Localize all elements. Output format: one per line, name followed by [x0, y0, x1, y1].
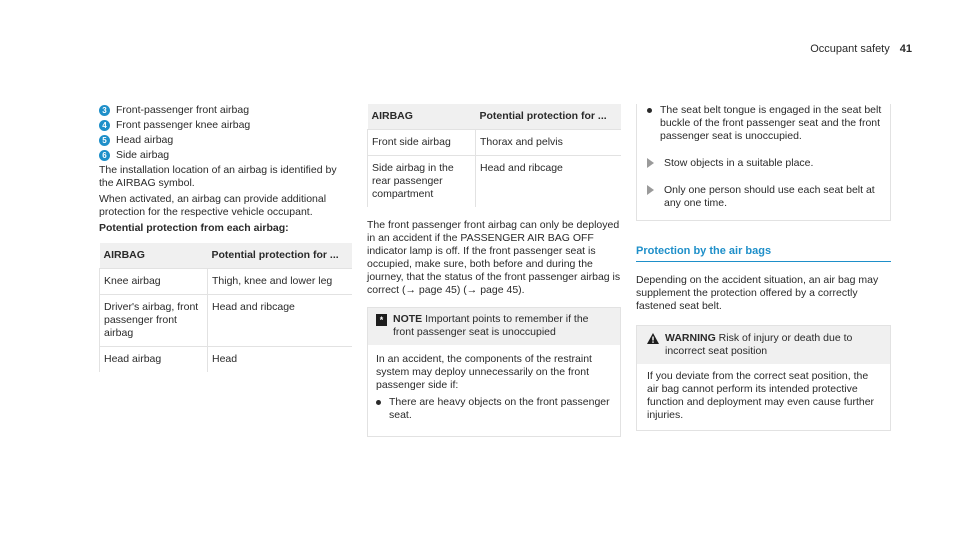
number-badge: 6: [99, 150, 110, 161]
numbered-item: [99, 134, 352, 147]
column-header: AIRBAG: [100, 243, 208, 269]
numbered-item: [99, 119, 352, 132]
column-header: AIRBAG: [368, 104, 476, 130]
numbered-item-text: Front passenger knee airbag: [116, 119, 251, 131]
column-2: [367, 104, 621, 437]
numbered-item-text: Head airbag: [116, 134, 174, 146]
paragraph: Depending on the accident situation, an air bag may supplement the protection offered by a correctly fastened seat belt.: [636, 274, 879, 312]
table-row: [100, 269, 353, 295]
section-title: Occupant safety: [810, 43, 890, 55]
table-cell: Driver's airbag, front passenger front airbag: [100, 295, 208, 347]
note-box: [367, 307, 621, 437]
bullet-item: [647, 104, 882, 143]
bullet-item: [376, 396, 612, 422]
arrow-right-icon: [647, 185, 654, 195]
table-header-row: [368, 104, 622, 130]
warning-icon: [647, 333, 659, 358]
numbered-item-text: Front-passenger front airbag: [116, 104, 250, 116]
table-cell: Thorax and pelvis: [476, 130, 622, 156]
step-text: Stow objects in a suitable place.: [664, 157, 814, 169]
table-cell: Knee airbag: [100, 269, 208, 295]
numbered-item: [99, 149, 352, 162]
number-badge: 4: [99, 120, 110, 131]
paragraph: The installation location of an airbag is identified by the AIRBAG symbol.: [99, 164, 337, 189]
table-cell: Thigh, knee and lower leg: [208, 269, 353, 295]
table-cell: Side airbag in the rear passenger compartment: [368, 156, 476, 208]
table-row: [100, 347, 353, 373]
table-row: [368, 156, 622, 208]
step-item: [647, 157, 882, 170]
page-header: [810, 43, 912, 56]
warning-box: [636, 325, 891, 431]
note-icon: *: [376, 314, 387, 326]
section-heading: Protection by the air bags: [636, 245, 891, 262]
page-number: 41: [899, 43, 912, 55]
warning-label: WARNING: [665, 332, 716, 344]
column-3: [636, 104, 891, 431]
bullet-dot-icon: [376, 400, 381, 405]
warning-body-text: If you deviate from the correct seat position, the air bag cannot perform its intended protective function and deployment may even cause further injuries.: [647, 370, 875, 421]
table-cell: Front side airbag: [368, 130, 476, 156]
subheading: Potential protection from each airbag:: [99, 222, 289, 234]
warning-title: Risk of injury or death due to incorrect seat position: [665, 332, 853, 357]
bullet-text: The seat belt tongue is engaged in the seat belt buckle of the front passenger seat and the front passenger seat is unoccupied.: [660, 104, 882, 142]
note-body: [368, 345, 620, 436]
numbered-item: [99, 104, 352, 117]
column-header: Potential protection for ...: [476, 104, 622, 130]
warning-header: [637, 326, 890, 364]
note-label: NOTE: [393, 313, 423, 325]
airbag-table: [99, 243, 352, 372]
step-text: Only one person should use each seat belt at any one time.: [664, 184, 875, 209]
bullet-dot-icon: [647, 108, 652, 113]
table-cell: Head: [208, 347, 353, 373]
numbered-item-text: Side airbag: [116, 149, 170, 161]
number-badge: 5: [99, 135, 110, 146]
paragraph: The front passenger front airbag can only be deployed in an accident if the PASSENGER AIR BAG OFF indicator lamp is off. If the front passenger seat is occupied, make sure, both before and during the journey, that the status of the front passenger airbag is correct (→ page 45) (→ page 45).: [367, 219, 621, 296]
paragraph: When activated, an airbag can provide additional protection for the respective vehicle occupant.: [99, 193, 327, 218]
note-body-text: In an accident, the components of the restraint system may deploy unnecessarily on the front passenger side if:: [376, 353, 592, 391]
bullet-text: There are heavy objects on the front passenger seat.: [389, 396, 610, 421]
table-row: [368, 130, 622, 156]
warning-text: [665, 332, 882, 358]
table-cell: Head and ribcage: [476, 156, 622, 208]
note-header: [368, 308, 620, 345]
table-row: [100, 295, 353, 347]
number-badge: 3: [99, 105, 110, 116]
note-title: Important points to remember if the front passenger seat is unoccupied: [393, 313, 589, 338]
table-header-row: [100, 243, 353, 269]
warning-body: [637, 364, 890, 430]
step-item: [647, 184, 882, 210]
arrow-right-icon: [647, 158, 654, 168]
note-continuation-box: [636, 104, 891, 221]
column-1: [99, 104, 352, 372]
column-header: Potential protection for ...: [208, 243, 353, 269]
note-text: [393, 313, 612, 339]
table-cell: Head airbag: [100, 347, 208, 373]
airbag-table: [367, 104, 621, 207]
table-cell: Head and ribcage: [208, 295, 353, 347]
